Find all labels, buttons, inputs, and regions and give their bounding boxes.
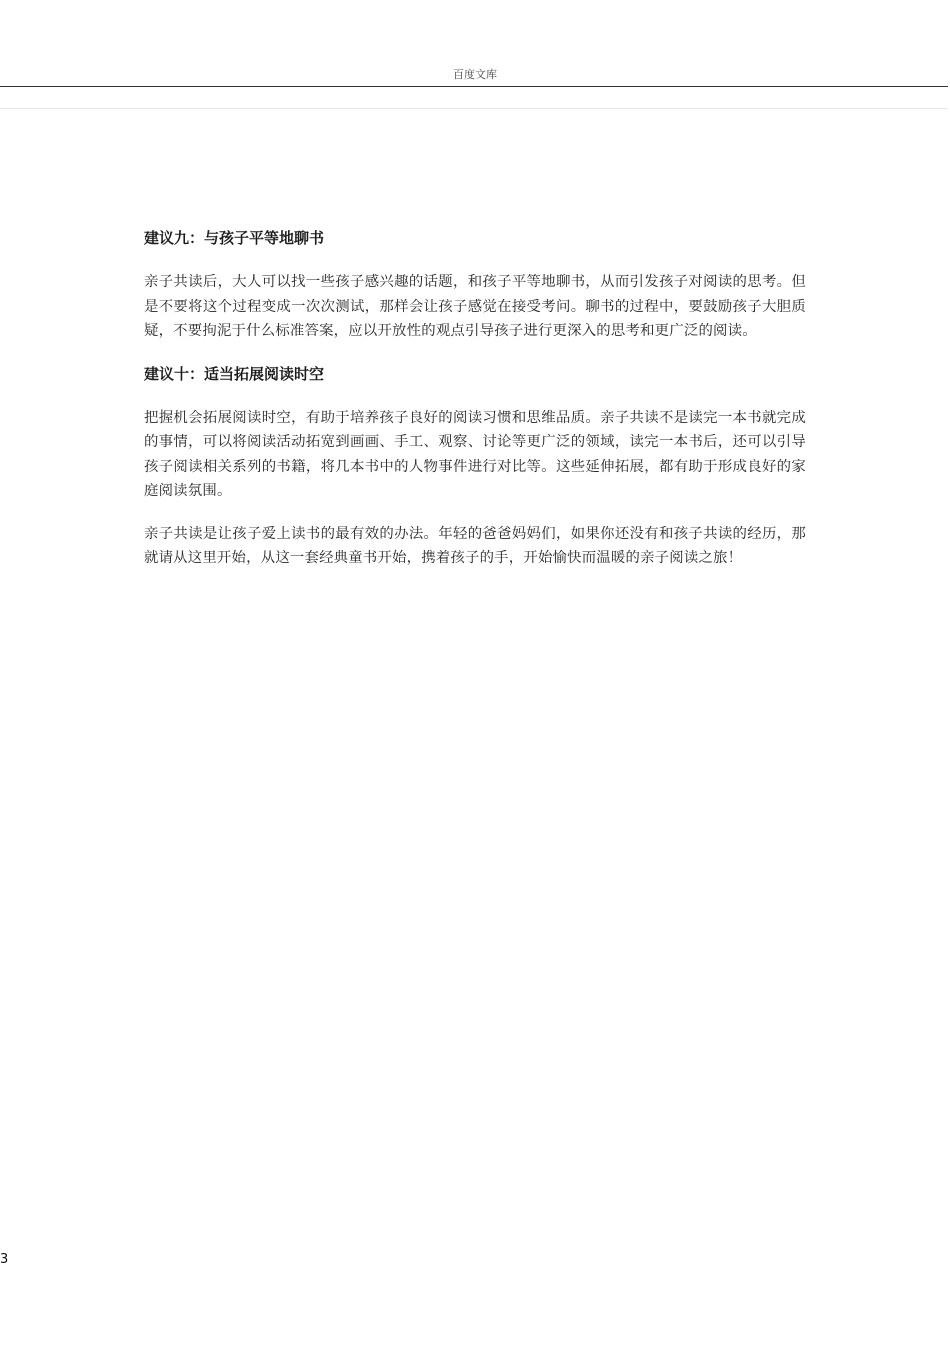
section-heading-suggestion-9: 建议九：与孩子平等地聊书	[144, 229, 325, 247]
closing-paragraph: 亲子共读是让孩子爱上读书的最有效的办法。年轻的爸爸妈妈们，如果你还没有和孩子共读的经历，那就请从这里开始，从这一套经典童书开始，携着孩子的手，开始愉快而温暖的亲子阅读之旅！	[144, 525, 806, 566]
header-title: 百度文库	[453, 68, 497, 81]
spacer	[144, 504, 806, 522]
header-divider	[0, 86, 948, 87]
document-body	[144, 226, 806, 571]
page-number: 3	[0, 1252, 9, 1267]
section-heading-suggestion-10: 建议十：适当拓展阅读时空	[144, 364, 325, 383]
spacer	[144, 386, 806, 406]
page-header	[0, 0, 950, 110]
section-paragraph-suggestion-10: 把握机会拓展阅读时空，有助于培养孩子良好的阅读习惯和思维品质。亲子共读不是读完一本书就完成的事情，可以将阅读活动拓宽到画画、手工、观察、讨论等更广泛的领域，读完一本书后，还可以引导孩子阅读相关系列的书籍，将几本书中的人物事件进行对比等。这些延伸拓展，都有助于形成良好的家庭阅读氛围。	[144, 409, 806, 499]
spacer	[144, 250, 806, 270]
spacer	[144, 344, 806, 362]
section-paragraph-suggestion-9: 亲子共读后，大人可以找一些孩子感兴趣的话题，和孩子平等地聊书，从而引发孩子对阅读的思考。但是不要将这个过程变成一次次测试，那样会让孩子感觉在接受考问。聊书的过程中，要鼓励孩子大胆质疑，不要拘泥于什么标准答案，应以开放性的观点引导孩子进行更深入的思考和更广泛的阅读。	[144, 274, 806, 339]
header-faint-divider	[0, 108, 948, 109]
